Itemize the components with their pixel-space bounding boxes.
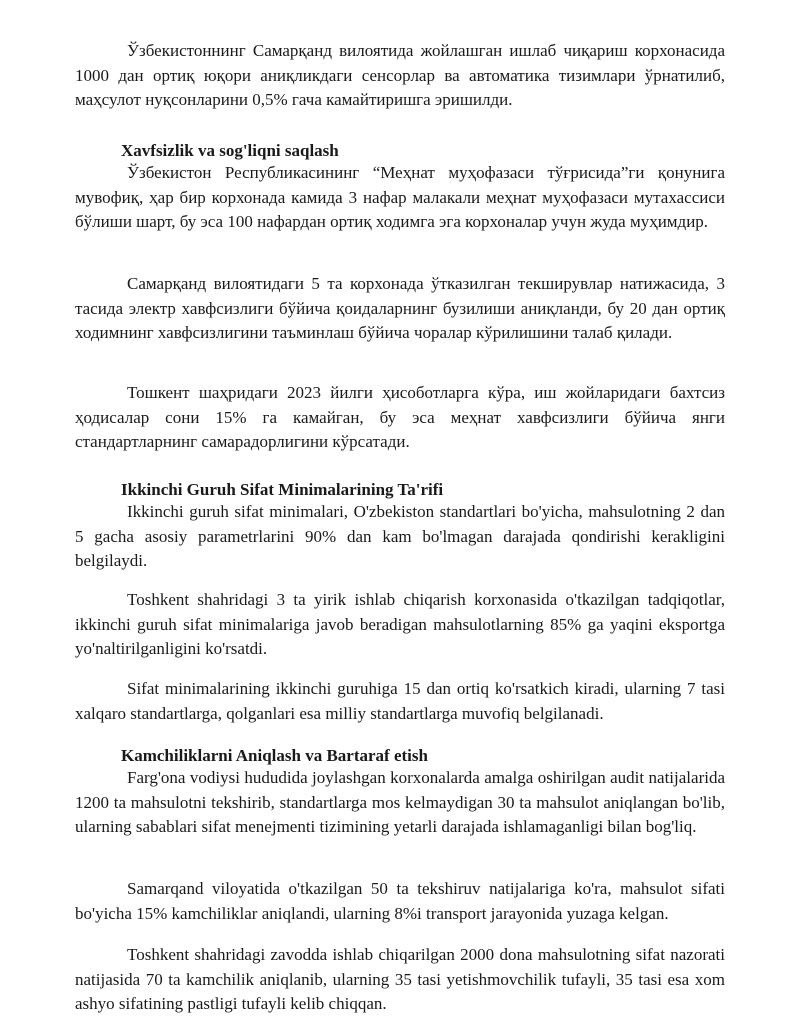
paragraph-text: Ikkinchi guruh sifat minimalari, O'zbekiston standartlari bo'yicha, mahsulotning 2 dan 5 gacha asosiy parametrlarini 90% dan kam bo'lmagan darajada qondirishi kerakligini belgilaydi. (75, 502, 725, 570)
paragraph-text: Samarqand viloyatida o'tkazilgan 50 ta tekshiruv natijalariga ko'ra, mahsulot sifati bo'yicha 15% kamchiliklar aniqlandi, ularning 8%i transport jarayonida yuzaga kelgan. (75, 879, 725, 923)
paragraph-samarkand-sensors (75, 39, 725, 113)
paragraph-text: Тошкент шаҳридаги 2023 йилги ҳисоботларга кўра, иш жойларидаги бахтсиз ҳодисалар сони 15% га камайган, бу эса меҳнат хавфсизлиги бўйича янги стандартларнинг самарадорлигини кўрсатади. (75, 383, 725, 451)
paragraph-fergana-audit (75, 766, 725, 840)
paragraph-text: Самарқанд вилоятидаги 5 та корхонада ўтказилган текширувлар натижасида, 3 тасида электр хавфсизлиги бўйича қоидаларнинг бузилиши аниқланди, бу 20 дан ортиқ ходимнинг хавфсизлигини таъминлаш бўйича чоралар кўрилишини талаб қилади. (75, 274, 725, 342)
paragraph-indicators (75, 677, 725, 726)
paragraph-tashkent-research (75, 588, 725, 662)
paragraph-labor-protection-law (75, 161, 725, 235)
paragraph-text: Ўзбекистон Республикасининг “Меҳнат муҳофазаси тўғрисида”ги қонунига мувофиқ, ҳар бир корхонада камида 3 нафар малакали меҳнат муҳофазаси мутахассиси бўлиши шарт, бу эса 100 нафардан ортиқ ходимга эга корхоналар учун жуда муҳимдир. (75, 163, 725, 231)
paragraph-tashkent-accidents (75, 381, 725, 455)
heading-safety-health: Xavfsizlik va sog'liqni saqlash (121, 141, 339, 160)
paragraph-text: Toshkent shahridagi zavodda ishlab chiqarilgan 2000 dona mahsulotning sifat nazorati natijasida 70 ta kamchilik aniqlanib, ularning 35 tasi yetishmovchilik tufayli, 35 tasi esa xom ashyo sifatining pastligi tufayli kelib chiqqan. (75, 945, 725, 1013)
paragraph-text: Toshkent shahridagi 3 ta yirik ishlab chiqarish korxonasida o'tkazilgan tadqiqotlar, ikkinchi guruh sifat minimalariga javob beradigan mahsulotlarning 85% ga yaqini eksportga yo'naltirilganligini ko'rsatdi. (75, 590, 725, 658)
paragraph-text: Ўзбекистоннинг Самарқанд вилоятида жойлашган ишлаб чиқариш корхонасида 1000 дан ортиқ юқори аниқликдаги сенсорлар ва автоматика тизимлари ўрнатилиб, маҳсулот нуқсонларини 0,5% гача камайтиришга эришилди. (75, 41, 725, 109)
heading-second-group-quality: Ikkinchi Guruh Sifat Minimalarining Ta'rifi (121, 480, 444, 499)
paragraph-samarkand-inspections (75, 272, 725, 346)
paragraph-second-group-definition (75, 500, 725, 574)
paragraph-samarkand-checks (75, 877, 725, 926)
paragraph-text: Sifat minimalarining ikkinchi guruhiga 15 dan ortiq ko'rsatkich kiradi, ularning 7 tasi xalqaro standartlarga, qolganlari esa milliy standartlarga muvofiq belgilanadi. (75, 679, 725, 723)
heading-defects-elimination: Kamchiliklarni Aniqlash va Bartaraf etish (121, 746, 428, 765)
paragraph-tashkent-factory (75, 943, 725, 1017)
paragraph-text: Farg'ona vodiysi hududida joylashgan korxonalarda amalga oshirilgan audit natijalarida 1200 ta mahsulotni tekshirib, standartlarga mos kelmaydigan 30 ta mahsulot aniqlangan bo'lib, ularning sabablari sifat menejmenti tizimining yetarli darajada ishlamaganligi bilan bog'liq. (75, 768, 725, 836)
